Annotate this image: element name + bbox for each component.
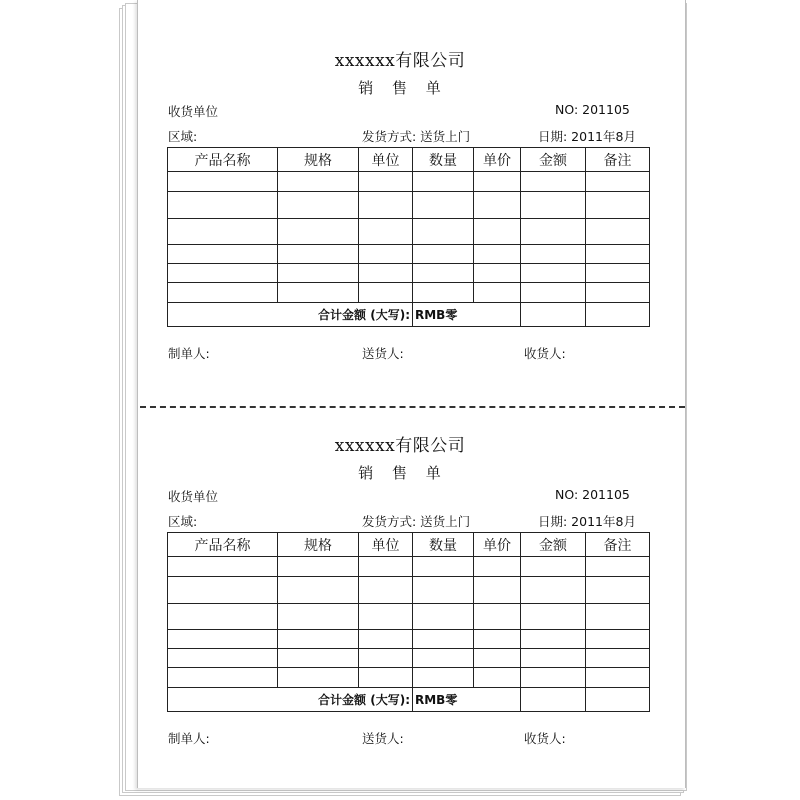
col-header-unit-price: 单价 [474, 533, 521, 557]
table-cell[interactable] [278, 668, 359, 688]
table-cell[interactable] [168, 557, 278, 577]
table-cell[interactable] [278, 604, 359, 630]
table-cell[interactable] [278, 577, 359, 604]
col-header-quantity: 数量 [413, 148, 474, 172]
table-cell[interactable] [359, 630, 413, 649]
total-value: RMB零 [413, 303, 521, 327]
table-cell[interactable] [359, 649, 413, 668]
table-cell[interactable] [586, 668, 650, 688]
table-cell[interactable] [413, 219, 474, 245]
table-row [168, 604, 650, 630]
table-cell[interactable] [413, 604, 474, 630]
maker-label: 制单人: [168, 731, 210, 746]
receiver-label: 收货单位 [168, 489, 219, 504]
consignee-label: 收货人: [524, 346, 566, 361]
table-cell[interactable] [586, 303, 650, 327]
col-header-remarks: 备注 [586, 533, 650, 557]
table-row [168, 557, 650, 577]
maker-label: 制单人: [168, 346, 210, 361]
table-cell[interactable] [168, 245, 278, 264]
table-cell[interactable] [521, 303, 586, 327]
col-header-amount: 金额 [521, 148, 586, 172]
company-title: xxxxxx有限公司 [334, 51, 466, 71]
table-cell[interactable] [168, 649, 278, 668]
table-cell[interactable] [521, 192, 586, 219]
total-value: RMB零 [413, 688, 521, 712]
table-cell[interactable] [521, 649, 586, 668]
table-cell[interactable] [474, 604, 521, 630]
table-cell[interactable] [168, 264, 278, 283]
table-cell[interactable] [359, 283, 413, 303]
table-cell[interactable] [413, 245, 474, 264]
table-cell[interactable] [359, 172, 413, 192]
region-label: 区域: [168, 129, 198, 144]
table-header-row [168, 148, 650, 172]
table-cell[interactable] [474, 630, 521, 649]
total-label: 合计金额 (大写): [168, 303, 413, 327]
table-cell[interactable] [359, 577, 413, 604]
total-label: 合计金额 (大写): [168, 688, 413, 712]
table-cell[interactable] [278, 630, 359, 649]
table-cell[interactable] [168, 630, 278, 649]
table-cell[interactable] [413, 192, 474, 219]
table-cell[interactable] [521, 557, 586, 577]
table-cell[interactable] [359, 219, 413, 245]
table-cell[interactable] [474, 283, 521, 303]
table-cell[interactable] [474, 219, 521, 245]
table-cell[interactable] [586, 264, 650, 283]
table-cell[interactable] [359, 604, 413, 630]
table-cell[interactable] [521, 264, 586, 283]
sales-form-bottom [0, 385, 800, 765]
table-cell[interactable] [168, 219, 278, 245]
table-row [168, 264, 650, 283]
company-title: xxxxxx有限公司 [334, 436, 466, 456]
region-label: 区域: [168, 514, 198, 529]
table-row [168, 192, 650, 219]
table-cell[interactable] [474, 172, 521, 192]
receiver-label: 收货单位 [168, 104, 219, 119]
table-row [168, 577, 650, 604]
table-cell[interactable] [586, 557, 650, 577]
table-cell[interactable] [474, 245, 521, 264]
table-cell[interactable] [521, 668, 586, 688]
table-row [168, 668, 650, 688]
table-cell[interactable] [278, 649, 359, 668]
table-cell[interactable] [278, 557, 359, 577]
table-cell[interactable] [168, 283, 278, 303]
table-row [168, 630, 650, 649]
table-cell[interactable] [278, 219, 359, 245]
table-row [168, 219, 650, 245]
table-cell[interactable] [168, 172, 278, 192]
document-title: 销 售 单 [358, 79, 448, 97]
document-number: NO: 201105 [555, 102, 630, 117]
table-header-row [168, 533, 650, 557]
table-cell[interactable] [521, 172, 586, 192]
table-cell[interactable] [359, 245, 413, 264]
table-cell[interactable] [413, 577, 474, 604]
table-cell[interactable] [413, 557, 474, 577]
table-cell[interactable] [474, 668, 521, 688]
table-cell[interactable] [413, 264, 474, 283]
col-header-product-name: 产品名称 [168, 533, 278, 557]
col-header-unit-price: 单价 [474, 148, 521, 172]
table-cell[interactable] [359, 668, 413, 688]
table-row [168, 172, 650, 192]
consignee-label: 收货人: [524, 731, 566, 746]
deliverer-label: 送货人: [362, 731, 404, 746]
table-cell[interactable] [586, 192, 650, 219]
table-cell[interactable] [413, 172, 474, 192]
table-cell[interactable] [278, 192, 359, 219]
col-header-unit: 单位 [359, 148, 413, 172]
table-cell[interactable] [359, 557, 413, 577]
table-row [168, 245, 650, 264]
table-cell[interactable] [278, 283, 359, 303]
col-header-spec: 规格 [278, 533, 359, 557]
col-header-amount: 金额 [521, 533, 586, 557]
table-cell[interactable] [278, 264, 359, 283]
table-cell[interactable] [168, 192, 278, 219]
table-cell[interactable] [168, 604, 278, 630]
table-cell[interactable] [586, 245, 650, 264]
table-cell[interactable] [521, 604, 586, 630]
col-header-quantity: 数量 [413, 533, 474, 557]
table-cell[interactable] [278, 172, 359, 192]
table-cell[interactable] [521, 577, 586, 604]
items-table [167, 147, 650, 327]
table-cell[interactable] [521, 630, 586, 649]
col-header-spec: 规格 [278, 148, 359, 172]
total-row [168, 303, 650, 327]
table-cell[interactable] [413, 630, 474, 649]
table-cell[interactable] [586, 172, 650, 192]
delivery-method: 发货方式: 送货上门 [362, 514, 471, 529]
table-cell[interactable] [413, 649, 474, 668]
table-cell[interactable] [521, 283, 586, 303]
table-cell[interactable] [586, 577, 650, 604]
table-cell[interactable] [521, 245, 586, 264]
deliverer-label: 送货人: [362, 346, 404, 361]
sales-form-top [0, 0, 800, 380]
col-header-product-name: 产品名称 [168, 148, 278, 172]
table-cell[interactable] [474, 649, 521, 668]
table-row [168, 283, 650, 303]
table-cell[interactable] [359, 264, 413, 283]
total-row [168, 688, 650, 712]
table-cell[interactable] [521, 219, 586, 245]
table-cell[interactable] [168, 668, 278, 688]
table-cell[interactable] [474, 192, 521, 219]
items-table [167, 532, 650, 712]
col-header-remarks: 备注 [586, 148, 650, 172]
table-cell[interactable] [586, 688, 650, 712]
document-date: 日期: 2011年8月 [538, 514, 636, 529]
table-cell[interactable] [586, 604, 650, 630]
table-cell[interactable] [168, 577, 278, 604]
table-cell[interactable] [474, 577, 521, 604]
table-cell[interactable] [586, 649, 650, 668]
table-cell[interactable] [413, 283, 474, 303]
document-date: 日期: 2011年8月 [538, 129, 636, 144]
table-cell[interactable] [278, 245, 359, 264]
table-cell[interactable] [474, 557, 521, 577]
document-title: 销 售 单 [358, 464, 448, 482]
table-cell[interactable] [586, 219, 650, 245]
col-header-unit: 单位 [359, 533, 413, 557]
table-row [168, 649, 650, 668]
table-cell[interactable] [521, 688, 586, 712]
table-cell[interactable] [586, 630, 650, 649]
document-number: NO: 201105 [555, 487, 630, 502]
table-cell[interactable] [413, 668, 474, 688]
table-cell[interactable] [586, 283, 650, 303]
table-cell[interactable] [359, 192, 413, 219]
delivery-method: 发货方式: 送货上门 [362, 129, 471, 144]
table-cell[interactable] [474, 264, 521, 283]
